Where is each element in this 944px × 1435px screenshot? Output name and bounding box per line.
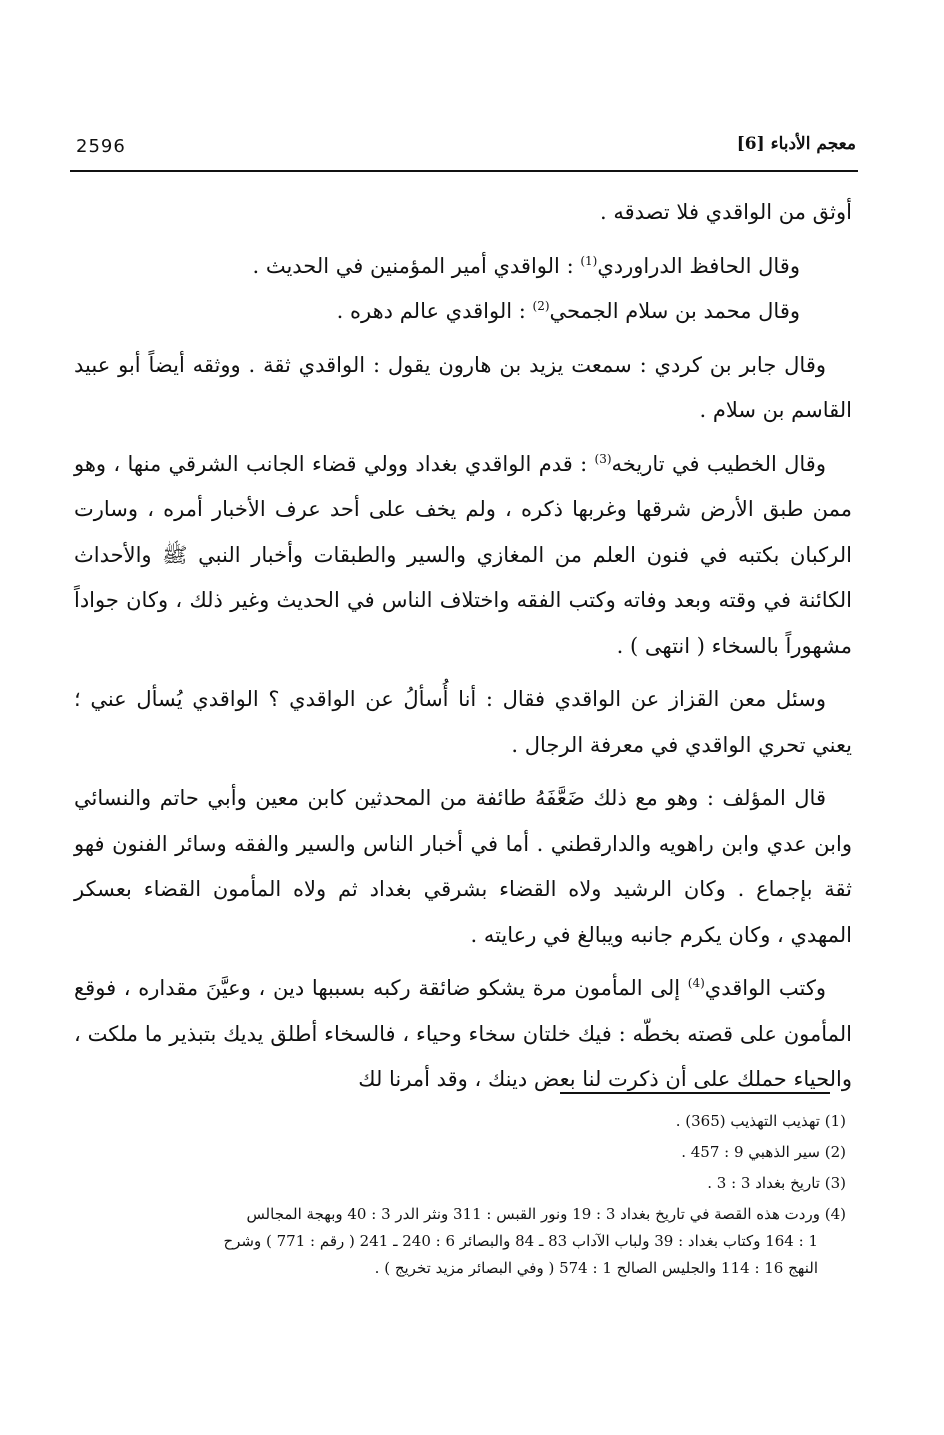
footnote-ref: (3) — [594, 451, 612, 466]
footnote: (1) تهذيب التهذيب (365) . — [675, 1112, 846, 1130]
paragraph: وقال محمد بن سلام الجمحي$^{(2)}$ : الواقدي عالم دهره . — [336, 299, 800, 323]
paragraph: وسئل معن القزاز عن الواقدي فقال : أنا أُسألُ عن الواقدي ؟ الواقدي يُسأل عني ؛ يعني تحري الواقدي في معرفة الرجال . — [74, 687, 852, 757]
paragraph: وكتب الواقدي$^{(4)}$ إلى المأمون مرة يشكو ضائقة ركبه بسببها دين ، وعيَّنَ مقداره ، فوقع المأمون على قصته بخطّه : فيك خلتان سخاء وحياء ، فالسخاء أطلق يديك بتبذير ما ملكت ، والحياء حملك على أن ذكرت لنا بعض دينك ، وقد أمرنا لك — [74, 976, 852, 1091]
footnote-ref: (1) — [580, 253, 598, 268]
header-divider — [70, 170, 858, 172]
paragraph: قال المؤلف : وهو مع ذلك ضَعَّفَهُ طائفة من المحدثين كابن معين وأبي حاتم والنسائي وابن عدي وابن راهويه والدارقطني . أما في أخبار الناس والسير والفقه وسائر الفنون فهو ثقة بإجماع . وكان الرشيد ولاه القضاء بشرقي بغداد ثم ولاه المأمون القضاء بعسكر المهدي ، وكان يكرم جانبه ويبالغ في رعايته . — [74, 786, 852, 947]
page-header — [76, 128, 856, 168]
footnotes — [76, 1108, 846, 1282]
footnote: (4) وردت هذه القصة في تاريخ بغداد 3 : 19 ونور القبس : 311 ونثر الدر 3 : 40 وبهجة المجالس — [246, 1205, 846, 1223]
page-number: 2596 — [76, 136, 126, 157]
footnote-continuation: النهج 16 : 114 والجليس الصالح 1 : 574 ( وفي البصائر مزيد تخريج ) . — [374, 1259, 818, 1277]
running-title: معجم الأدباء [6] — [736, 134, 856, 154]
paragraph: وقال الخطيب في تاريخه$^{(3)}$ : قدم الواقدي بغداد وولي قضاء الجانب الشرقي منها ، وهو ممن طبق الأرض شرقها وغربها ذكره ، ولم يخف على أحد عرف الأخبار أمره ، وسارت الركبان بكتبه في فنون العلم من المغازي والسير والطبقات وأخبار النبي ﷺ والأحداث الكائنة في وقته وبعد وفاته وكتب الفقه واختلاف الناس في الحديث وغير ذلك ، وكان جواداً مشهوراً بالسخاء ( انتهى ) . — [74, 451, 852, 658]
footnote: (2) سير الذهبي 9 : 457 . — [681, 1143, 846, 1161]
paragraph: أوثق من الواقدي فلا تصدقه . — [600, 200, 852, 224]
footnote-continuation: 1 : 164 وكتاب بغداد : 39 ولباب الآداب 83 ـ 84 والبصائر 6 : 240 ـ 241 ( رقم : 771 ) وشرح — [223, 1232, 818, 1250]
footnote-ref: (2) — [532, 299, 550, 313]
paragraph: وقال الحافظ الدراوردي$^{(1)}$ : الواقدي أمير المؤمنين في الحديث . — [252, 253, 800, 278]
footnote: (3) تاريخ بغداد 3 : 3 . — [707, 1174, 846, 1192]
footnote-divider — [560, 1092, 830, 1094]
main-text — [74, 190, 852, 1111]
footnote-ref: (4) — [687, 976, 705, 990]
paragraph: وقال جابر بن كردي : سمعت يزيد بن هارون يقول : الواقدي ثقة . ووثقه أيضاً أبو عبيد القاسم بن سلام . — [74, 352, 852, 422]
